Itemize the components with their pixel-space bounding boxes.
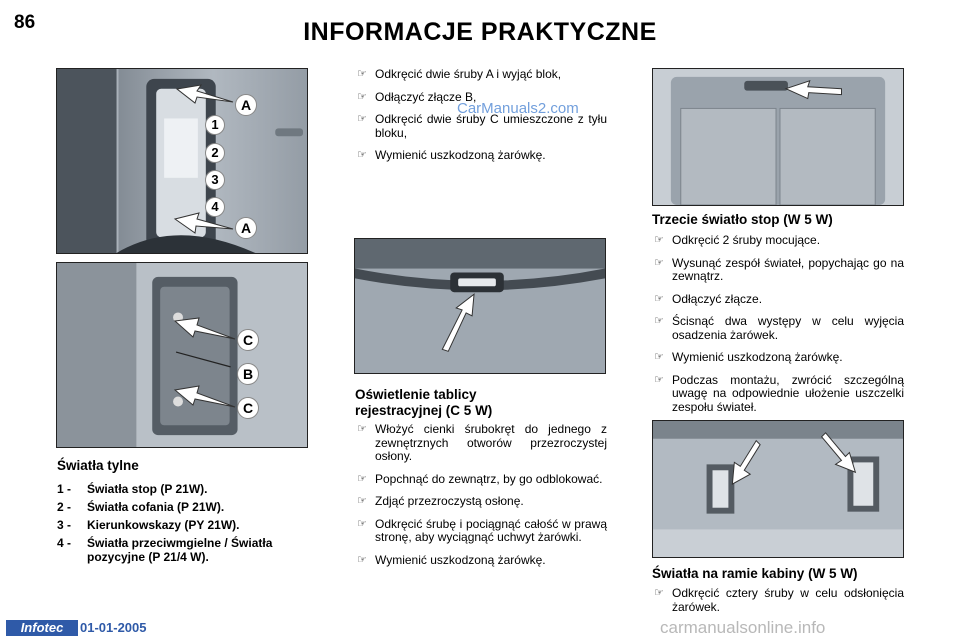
- label-1: 1: [205, 115, 225, 135]
- plate-lamp-steps: [355, 423, 607, 576]
- watermark-bottom: carmanualsonline.info: [660, 618, 826, 637]
- watermark-top: CarManuals2.com: [457, 100, 579, 117]
- pointing-hand-icon: ☞: [357, 423, 367, 435]
- label-C-top: C: [237, 329, 259, 351]
- list-item: ☞ Ścisnąć dwa występy w celu wyjęcia osadzenia żarówek.: [654, 314, 904, 342]
- list-item: ☞ Odłączyć złącze.: [654, 291, 763, 306]
- list-item: ☞ Odłączyć złącze B,: [357, 89, 477, 104]
- list-item: ☞ Odkręcić dwie śruby C umieszczone z tyłu bloku,: [357, 112, 607, 140]
- label-C-bottom: C: [237, 397, 259, 419]
- list-item: 1 - Światła stop (P 21W).: [57, 482, 208, 496]
- list-item: ☞ Podczas montażu, zwrócić szczególną uwagę na odpowiednie ułożenie uszczelki zespołu świateł.: [654, 372, 904, 414]
- cab-frame-photo: [652, 420, 904, 558]
- label-4: 4: [205, 197, 225, 217]
- list-item: ☞ Popchnąć do zewnątrz, by go odblokować.: [357, 471, 603, 486]
- list-item: ☞ Wymienić uszkodzoną żarówkę.: [357, 148, 546, 162]
- pointing-hand-icon: ☞: [357, 68, 367, 80]
- pointing-hand-icon: ☞: [654, 315, 664, 327]
- arrow-icon: [57, 69, 308, 254]
- list-item: 2 - Światła cofania (P 21W).: [57, 500, 225, 514]
- label-A-bottom: A: [235, 217, 257, 239]
- lamp-connector-photo: [56, 262, 308, 448]
- pointing-hand-icon: ☞: [357, 517, 367, 530]
- list-item: ☞ Wymienić uszkodzoną żarówkę.: [654, 350, 843, 364]
- page-title: INFORMACJE PRAKTYCZNE: [303, 18, 657, 46]
- list-item: ☞ Odkręcić cztery śruby w celu odsłonięcia żarówek.: [654, 586, 904, 614]
- pointing-hand-icon: ☞: [357, 495, 367, 507]
- lamp-removal-steps: [355, 68, 607, 172]
- pointing-hand-icon: ☞: [357, 90, 367, 103]
- label-A-top: A: [235, 94, 257, 116]
- plate-lamp-photo: [354, 238, 606, 374]
- list-item: 3 - Kierunkowskazy (PY 21W).: [57, 518, 240, 532]
- pointing-hand-icon: ☞: [357, 472, 367, 485]
- pointing-hand-icon: ☞: [357, 149, 367, 161]
- pointing-hand-icon: ☞: [654, 256, 664, 269]
- rear-lights-list: [57, 482, 317, 568]
- list-item: ☞ Odkręcić 2 śruby mocujące.: [654, 233, 821, 247]
- pointing-hand-icon: ☞: [357, 553, 367, 566]
- list-item: 4 - Światła przeciwmgielne / Światła pozycyjne (P 21/4 W).: [57, 536, 273, 564]
- list-item: ☞ Zdjąć przezroczystą osłonę.: [357, 494, 524, 508]
- pointing-hand-icon: ☞: [654, 292, 664, 305]
- plate-lamp-heading: Oświetlenie tablicy rejestracyjnej (C 5 W): [355, 387, 493, 418]
- van-rear-photo: [652, 68, 904, 206]
- pointing-hand-icon: ☞: [654, 234, 664, 246]
- rear-lamp-photo: [56, 68, 308, 254]
- third-stop-steps: [652, 234, 904, 423]
- arrow-icon: [57, 263, 308, 448]
- list-item: ☞ Włożyć cienki śrubokręt do jednego z zewnętrznych otworów przezroczystej osłony.: [357, 422, 607, 463]
- cab-lights-heading: Światła na ramie kabiny (W 5 W): [652, 566, 858, 581]
- label-B: B: [237, 363, 259, 385]
- pointing-hand-icon: ☞: [654, 587, 664, 599]
- list-item: ☞ Odkręcić śrubę i pociągnąć całość w prawą stronę, aby wyciągnąć uchwyt żarówki.: [357, 516, 607, 544]
- list-item: ☞ Wymienić uszkodzoną żarówkę.: [357, 552, 546, 567]
- pointing-hand-icon: ☞: [654, 351, 664, 363]
- edition-date: 01-01-2005: [80, 620, 147, 635]
- pointing-hand-icon: ☞: [357, 113, 367, 125]
- label-3: 3: [205, 170, 225, 190]
- rear-lights-heading: Światła tylne: [57, 458, 139, 473]
- label-2: 2: [205, 143, 225, 163]
- infotec-logo: Infotec: [6, 620, 78, 636]
- pointing-hand-icon: ☞: [654, 373, 664, 386]
- third-stop-heading: Trzecie światło stop (W 5 W): [652, 212, 833, 227]
- list-item: ☞ Wysunąć zespół świateł, popychając go na zewnątrz.: [654, 255, 904, 283]
- list-item: ☞ Odkręcić dwie śruby A i wyjąć blok,: [357, 67, 562, 81]
- page-number: 86: [14, 12, 36, 33]
